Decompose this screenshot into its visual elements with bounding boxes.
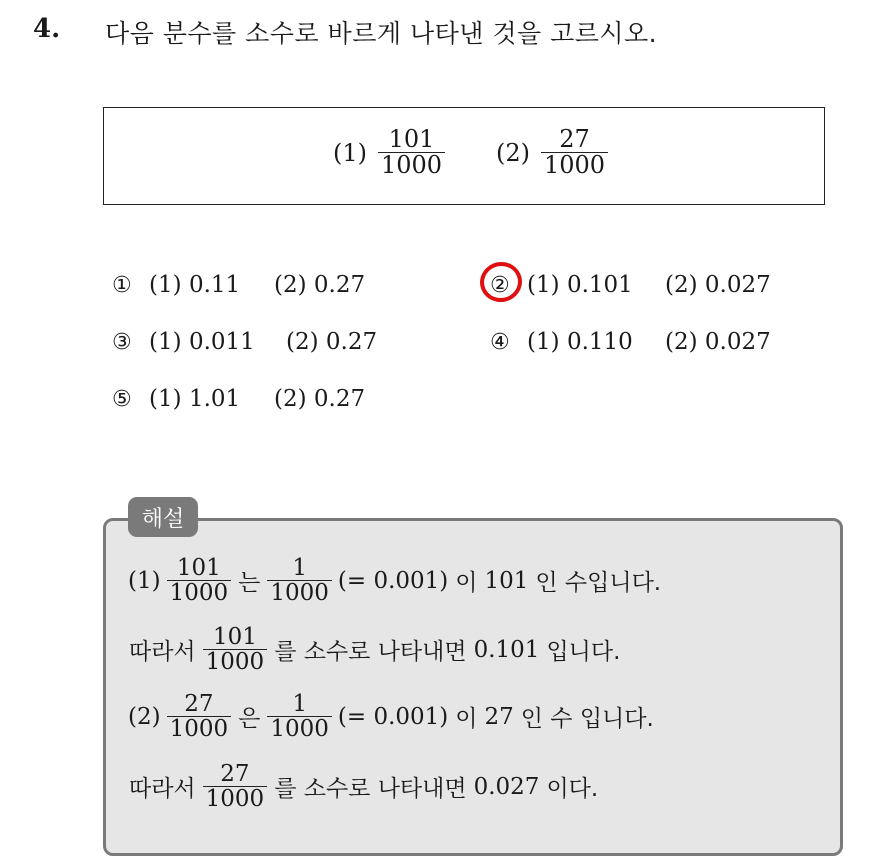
fraction-denominator: 1000 [378,152,445,178]
fraction [167,556,232,605]
fraction-numerator: 101 [176,555,221,581]
solution-label: (2) [128,703,161,730]
fraction-denominator: 1000 [267,716,332,741]
option-4-part-b: (2) 0.027 [665,329,771,355]
solution-text: 를 소수로 나타내면 [274,776,467,803]
solution-text: 이 [455,706,478,733]
problem-item-1 [333,127,448,178]
fraction-numerator: 27 [184,691,214,717]
solution-label: (1) [128,567,161,594]
solution-text: 따라서 [129,639,196,666]
solution-line-4 [125,762,602,811]
fraction [378,127,445,178]
option-1-part-b: (2) 0.27 [274,272,366,298]
option-1[interactable] [112,272,240,298]
fraction-denominator: 1000 [167,580,232,605]
option-part-a: (1) 0.11 [149,272,241,298]
fraction-denominator: 1000 [203,786,268,811]
question-text: 다음 분수를 소수로 바르게 나타낸 것을 고르시오. [105,19,658,48]
solution-text: 인 수 입니다. [520,706,654,733]
fraction [267,556,332,605]
solution-text: 따라서 [129,776,196,803]
option-2[interactable] [490,272,633,298]
problem-item-2 [496,127,611,178]
fraction-denominator: 1000 [541,152,608,178]
solution-number: 101 [484,567,529,594]
option-2-part-b: (2) 0.027 [665,272,771,298]
fraction-numerator: 1 [292,691,307,717]
option-part-a: (1) 0.110 [527,329,633,355]
option-mark: ⑤ [112,387,132,412]
fraction-denominator: 1000 [167,716,232,741]
option-mark: ③ [112,330,132,355]
solution-text: 인 수입니다. [535,570,662,597]
fraction-numerator: 27 [559,125,590,153]
option-part-a: (1) 0.011 [149,329,255,355]
option-3[interactable] [112,329,255,355]
solution-math: (= 0.001) [337,703,449,730]
option-mark: ④ [490,330,510,355]
option-mark: ② [490,273,510,298]
fraction-denominator: 1000 [267,580,332,605]
solution-text: 입니다. [546,639,621,666]
solution-number: 0.027 [473,773,540,800]
fraction-numerator: 1 [292,555,307,581]
solution-number: 0.101 [473,636,540,663]
option-5-part-b: (2) 0.27 [274,386,366,412]
solution-text: 는 [238,570,261,597]
fraction-numerator: 27 [220,761,250,787]
solution-line-1 [125,556,665,605]
solution-tab: 해설 [128,497,198,537]
problem-item-label: (2) [496,138,530,167]
fraction [541,127,608,178]
option-4[interactable] [490,329,633,355]
solution-math: (= 0.001) [337,567,449,594]
fraction [203,762,268,811]
solution-text: 를 소수로 나타내면 [274,639,467,666]
option-3-part-b: (2) 0.27 [286,329,378,355]
option-part-a: (1) 1.01 [149,386,241,412]
fraction-numerator: 101 [388,125,435,153]
option-5[interactable] [112,386,240,412]
solution-line-3 [125,692,658,741]
solution-text: 은 [238,706,261,733]
solution-line-2 [125,625,624,674]
problem-item-label: (1) [333,138,367,167]
option-part-a: (1) 0.101 [527,272,633,298]
option-mark: ① [112,273,132,298]
problem-box [103,107,825,205]
question-number: 4. [33,14,61,44]
fraction [167,692,232,741]
solution-number: 27 [484,703,514,730]
fraction-denominator: 1000 [203,649,268,674]
fraction-numerator: 101 [212,624,257,650]
solution-text: 이 [455,570,478,597]
fraction [267,692,332,741]
fraction [203,625,268,674]
solution-text: 이다. [546,776,599,803]
